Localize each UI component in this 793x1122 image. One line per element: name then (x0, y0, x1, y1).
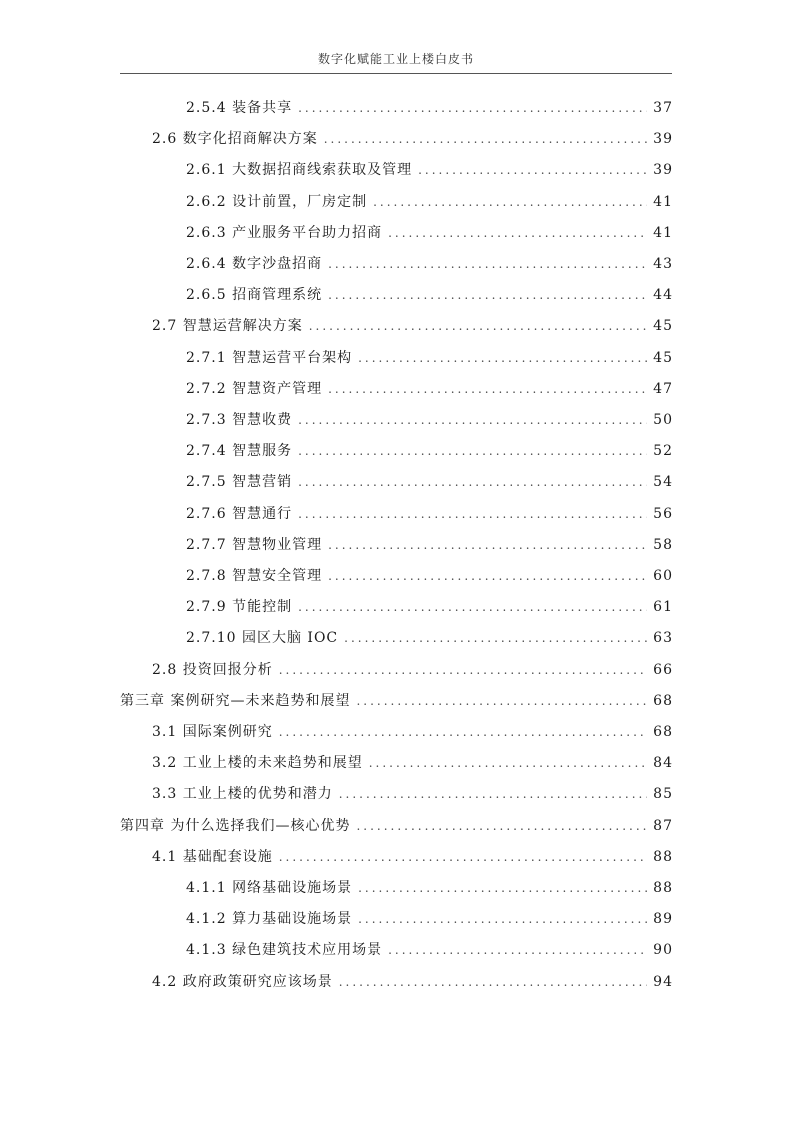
toc-entry-page-number: 90 (653, 942, 673, 959)
toc-entry[interactable] (186, 440, 673, 462)
toc-entry-title: 2.6.4 数字沙盘招商 (186, 256, 323, 272)
toc-entry-title: 2.6.5 招商管理系统 (186, 287, 323, 304)
toc-entry[interactable] (186, 939, 673, 961)
toc-dot-leader (388, 939, 647, 961)
toc-entry[interactable] (186, 97, 673, 119)
toc-dot-leader (279, 659, 647, 681)
toc-entry[interactable] (152, 128, 673, 150)
toc-dot-leader (309, 315, 647, 337)
toc-entry[interactable] (186, 222, 673, 244)
toc-entry[interactable] (152, 846, 673, 868)
toc-entry[interactable] (152, 752, 673, 774)
toc-entry-page-number: 52 (653, 443, 673, 460)
toc-entry[interactable] (186, 534, 673, 556)
toc-entry-page-number: 41 (653, 224, 673, 241)
toc-dot-leader (339, 783, 647, 805)
toc-entry-title: 2.6.2 设计前置，厂房定制 (186, 193, 368, 210)
toc-entry-page-number: 54 (653, 474, 673, 491)
toc-entry[interactable] (186, 191, 673, 213)
toc-entry-page-number: 39 (653, 162, 673, 179)
toc-dot-leader (298, 97, 647, 119)
toc-entry-page-number: 37 (653, 100, 673, 116)
toc-entry[interactable] (186, 253, 673, 275)
toc-dot-leader (328, 534, 647, 556)
toc-entry[interactable] (152, 721, 673, 743)
toc-entry-title: 2.7.8 智慧安全管理 (186, 568, 323, 584)
toc-entry-title: 2.7.2 智慧资产管理 (186, 380, 323, 397)
toc-entry-title: 第三章 案例研究—未来趋势和展望 (120, 692, 351, 709)
toc-dot-leader (279, 721, 647, 743)
toc-entry-page-number: 44 (653, 287, 673, 304)
toc-dot-leader (279, 846, 647, 868)
toc-entry-page-number: 61 (653, 599, 673, 616)
toc-entry-page-number: 43 (653, 256, 673, 272)
toc-entry-page-number: 50 (653, 412, 673, 428)
toc-entry-title: 2.7.1 智慧运营平台架构 (186, 349, 353, 366)
toc-entry-title: 2.8 投资回报分析 (152, 661, 273, 678)
toc-entry[interactable] (186, 596, 673, 618)
toc-entry-title: 4.1.1 网络基础设施场景 (186, 880, 353, 896)
toc-entry-title: 2.6 数字化招商解决方案 (152, 131, 318, 148)
toc-entry[interactable] (186, 877, 673, 899)
toc-entry-page-number: 45 (653, 349, 673, 366)
toc-entry-page-number: 41 (653, 193, 673, 210)
toc-entry[interactable] (186, 284, 673, 306)
toc-entry-title: 4.1.3 绿色建筑技术应用场景 (186, 942, 383, 959)
toc-entry-page-number: 68 (653, 692, 673, 709)
toc-entry-title: 3.2 工业上楼的未来趋势和展望 (152, 755, 363, 772)
toc-dot-leader (328, 253, 647, 275)
toc-entry-page-number: 84 (653, 755, 673, 772)
toc-entry-title: 2.7.9 节能控制 (186, 599, 293, 616)
toc-entry-title: 2.7.6 智慧通行 (186, 505, 293, 522)
toc-dot-leader (328, 378, 647, 400)
toc-entry-page-number: 94 (653, 973, 673, 990)
toc-dot-leader (358, 877, 647, 899)
toc-dot-leader (369, 752, 647, 774)
toc-dot-leader (356, 690, 647, 712)
toc-dot-leader (388, 222, 647, 244)
toc-entry[interactable] (120, 690, 673, 712)
toc-entry-title: 2.6.3 产业服务平台助力招商 (186, 224, 383, 241)
toc-entry-title: 2.7 智慧运营解决方案 (152, 318, 303, 335)
toc-entry[interactable] (186, 159, 673, 181)
toc-entry-page-number: 88 (653, 880, 673, 896)
toc-entry-page-number: 87 (653, 817, 673, 834)
running-header: 数字化赋能工业上楼白皮书 (317, 52, 474, 66)
toc-dot-leader (298, 440, 647, 462)
toc-entry[interactable] (186, 347, 673, 369)
toc-dot-leader (298, 596, 647, 618)
toc-entry-page-number: 63 (653, 630, 673, 647)
toc-dot-leader (339, 971, 647, 993)
toc-entry-title: 2.6.1 大数据招商线索获取及管理 (186, 162, 413, 179)
toc-dot-leader (328, 565, 647, 587)
toc-entry[interactable] (186, 409, 673, 431)
toc-entry-title: 4.2 政府政策研究应该场景 (152, 973, 333, 990)
toc-entry-title: 2.7.7 智慧物业管理 (186, 536, 323, 553)
toc-entry-title: 第四章 为什么选择我们—核心优势 (120, 817, 351, 834)
toc-dot-leader (298, 471, 647, 493)
toc-entry-title: 4.1 基础配套设施 (152, 848, 273, 865)
toc-entry[interactable] (186, 627, 673, 649)
toc-entry[interactable] (186, 908, 673, 930)
toc-entry[interactable] (152, 659, 673, 681)
header-divider (120, 73, 672, 74)
toc-entry-page-number: 88 (653, 848, 673, 865)
toc-dot-leader (373, 191, 647, 213)
toc-entry-title: 2.7.10 园区大脑 IOC (186, 630, 339, 647)
toc-entry[interactable] (152, 971, 673, 993)
toc-dot-leader (358, 908, 647, 930)
toc-entry-page-number: 58 (653, 536, 673, 553)
toc-dot-leader (324, 128, 647, 150)
toc-entry[interactable] (186, 503, 673, 525)
toc-dot-leader (328, 284, 647, 306)
toc-entry-title: 2.5.4 装备共享 (186, 100, 293, 116)
toc-entry-page-number: 56 (653, 505, 673, 522)
toc-entry-page-number: 39 (653, 131, 673, 148)
toc-entry[interactable] (186, 378, 673, 400)
toc-entry-title: 3.3 工业上楼的优势和潜力 (152, 786, 333, 803)
toc-entry[interactable] (120, 815, 673, 837)
toc-entry-page-number: 45 (653, 318, 673, 335)
toc-entry-title: 2.7.4 智慧服务 (186, 443, 293, 460)
toc-dot-leader (356, 815, 647, 837)
toc-entry[interactable] (186, 565, 673, 587)
toc-dot-leader (298, 409, 647, 431)
toc-entry[interactable] (186, 471, 673, 493)
toc-entry-page-number: 85 (653, 786, 673, 803)
toc-entry-title: 2.7.5 智慧营销 (186, 474, 293, 491)
toc-entry-page-number: 47 (653, 380, 673, 397)
toc-entry-title: 4.1.2 算力基础设施场景 (186, 911, 353, 928)
toc-entry-page-number: 66 (653, 661, 673, 678)
toc-dot-leader (298, 503, 647, 525)
toc-dot-leader (344, 627, 647, 649)
toc-entry-title: 2.7.3 智慧收费 (186, 412, 293, 428)
toc-dot-leader (358, 347, 647, 369)
toc-entry-page-number: 68 (653, 724, 673, 740)
toc-entry-page-number: 89 (653, 911, 673, 928)
toc-entry-page-number: 60 (653, 568, 673, 584)
toc-entry[interactable] (152, 783, 673, 805)
toc-entry[interactable] (152, 315, 673, 337)
toc-entry-title: 3.1 国际案例研究 (152, 724, 273, 740)
toc-dot-leader (418, 159, 647, 181)
